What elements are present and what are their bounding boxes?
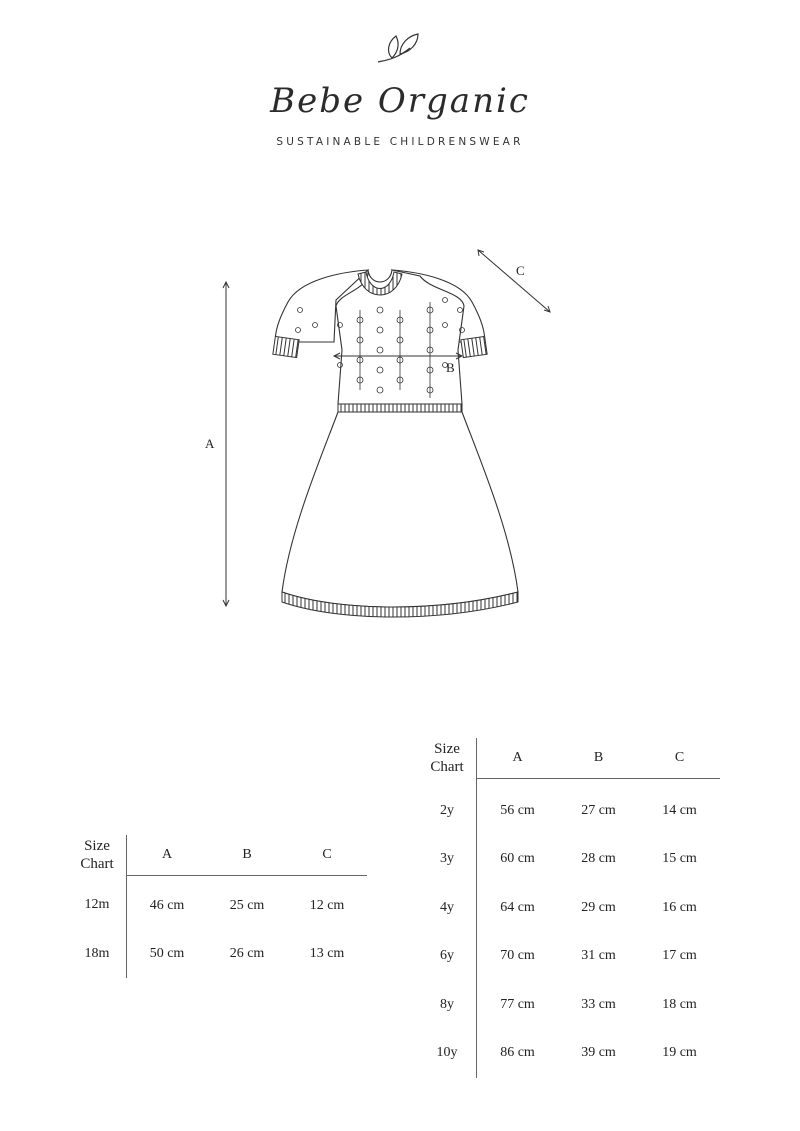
dress-measurement-diagram [180,230,580,630]
waistband [338,404,462,412]
measure-a-cell: 77 cm [500,996,535,1012]
size-cell: 8y [418,981,477,1030]
column-header-c: C [639,738,720,778]
column-header-a: A [477,738,559,778]
measure-b-cell: 31 cm [581,948,616,964]
measure-a-cell: 50 cm [149,945,185,961]
size-chart-corner [68,835,127,875]
skirt [282,412,518,607]
measure-a-cell: 64 cm [500,899,535,915]
size-cell: 18m [68,930,127,978]
measure-c-cell: 15 cm [662,851,697,867]
measure-c-cell: 19 cm [662,1045,697,1061]
brand-name-text: Bebe Organic [270,81,530,121]
measure-c-cell: 14 cm [662,802,697,818]
measure-a-cell: 86 cm [500,1045,535,1061]
size-cell: 4y [418,884,477,933]
size-chart-infant [68,835,367,978]
size-chart-corner-line2: Chart [80,856,114,872]
size-chart-kids [418,738,720,1078]
measure-b-cell: 29 cm [581,899,616,915]
dimension-b-label: B [446,360,455,375]
measure-b-cell: 27 cm [581,802,616,818]
measure-a-cell: 70 cm [500,948,535,964]
leaf-logo-icon [370,18,430,68]
size-cell: 12m [68,875,127,930]
measure-c-cell: 16 cm [662,899,697,915]
dimension-c-arrow [478,250,550,312]
size-cell: 3y [418,835,477,884]
dimension-a-label: A [205,436,215,451]
table-row [418,1029,720,1078]
measure-b-cell: 26 cm [229,945,265,961]
measure-a-cell: 56 cm [500,802,535,818]
size-chart-corner-line2: Chart [430,759,464,775]
measure-a-cell: 60 cm [500,851,535,867]
size-chart-corner [418,738,477,778]
dimension-a-arrow [223,282,229,606]
size-cell: 6y [418,932,477,981]
measure-c-cell: 12 cm [309,897,345,913]
measure-b-cell: 28 cm [581,851,616,867]
table-row [68,930,367,978]
table-row [418,981,720,1030]
table-row [418,835,720,884]
measure-a-cell: 46 cm [149,897,185,913]
measure-b-cell: 33 cm [581,996,616,1012]
column-header-b: B [558,738,639,778]
size-chart-corner-line1: Size [84,838,110,854]
measure-c-cell: 18 cm [662,996,697,1012]
size-chart-corner-line1: Size [434,741,460,757]
size-cell: 10y [418,1029,477,1078]
measure-b-cell: 25 cm [229,897,265,913]
brand-tagline: SUSTAINABLE CHILDRENSWEAR [276,136,524,148]
table-row [418,778,720,835]
column-header-c: C [287,835,367,875]
column-header-b: B [207,835,287,875]
table-row [418,884,720,933]
measure-c-cell: 13 cm [309,945,345,961]
measure-b-cell: 39 cm [581,1045,616,1061]
size-cell: 2y [418,778,477,835]
measure-c-cell: 17 cm [662,948,697,964]
brand-name-logo [250,68,550,128]
table-row [418,932,720,981]
column-header-a: A [127,835,208,875]
table-row [68,875,367,930]
dimension-c-label: C [516,263,525,278]
